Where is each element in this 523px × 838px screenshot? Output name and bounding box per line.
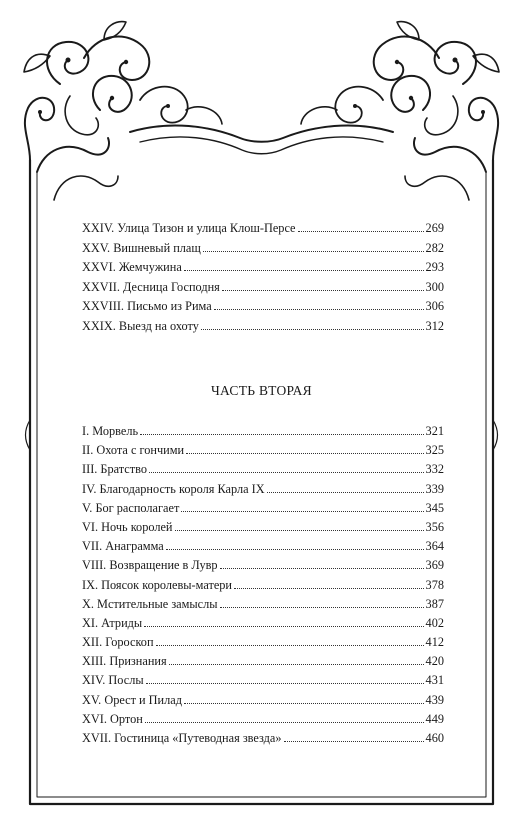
toc-entry-page: 356: [425, 519, 444, 534]
toc-entry-title: X. Мстительные замыслы: [82, 596, 218, 611]
toc-entry-title: IV. Благодарность короля Карла IX: [82, 481, 265, 496]
dot-leader: [220, 568, 424, 569]
dot-leader: [181, 511, 423, 512]
toc-entry[interactable]: [82, 652, 444, 671]
dot-leader: [203, 251, 424, 252]
toc-entry[interactable]: [82, 278, 444, 298]
toc-entry[interactable]: [82, 537, 444, 556]
toc-entry-page: 439: [425, 692, 444, 707]
toc-entry[interactable]: [82, 297, 444, 317]
dot-leader: [284, 741, 424, 742]
toc-entry[interactable]: [82, 633, 444, 652]
toc-entry[interactable]: [82, 480, 444, 499]
toc-entry-title: XXIX. Выезд на охоту: [82, 318, 199, 333]
toc-part-two: [82, 422, 444, 748]
toc-entry-title: VI. Ночь королей: [82, 519, 173, 534]
toc-entry-title: VII. Анаграмма: [82, 539, 164, 554]
toc-entry[interactable]: [82, 556, 444, 575]
toc-entry[interactable]: [82, 671, 444, 690]
toc-entry-page: 339: [425, 481, 444, 496]
toc-entry-title: XI. Атриды: [82, 615, 143, 630]
toc-entry-page: 325: [425, 443, 444, 458]
toc-entry-title: III. Братство: [82, 462, 148, 477]
toc-entry-title: V. Бог располагает: [82, 500, 180, 515]
toc-entry-page: 460: [425, 731, 444, 745]
dot-leader: [175, 530, 424, 531]
toc-entry[interactable]: [82, 239, 444, 259]
dot-leader: [169, 664, 424, 665]
toc-entry[interactable]: [82, 576, 444, 595]
toc-entry-page: 378: [425, 577, 444, 592]
toc-entry-page: 300: [425, 279, 444, 294]
toc-entry-title: VIII. Возвращение в Лувр: [82, 558, 218, 573]
dot-leader: [149, 472, 424, 473]
dot-leader: [201, 329, 424, 330]
toc-entry-title: XIII. Признания: [82, 654, 167, 669]
toc-entry-page: 431: [425, 673, 444, 688]
toc-entry[interactable]: [82, 518, 444, 537]
toc-entry[interactable]: [82, 691, 444, 710]
dot-leader: [145, 722, 424, 723]
dot-leader: [222, 290, 424, 291]
toc-entry-title: XXVII. Десница Господня: [82, 279, 220, 294]
dot-leader: [234, 588, 424, 589]
dot-leader: [186, 453, 423, 454]
toc-entry[interactable]: [82, 729, 444, 748]
toc-entry-page: 332: [425, 462, 444, 477]
toc-entry-title: XVII. Гостиница «Путеводная звезда»: [82, 731, 282, 745]
toc-entry[interactable]: [82, 441, 444, 460]
dot-leader: [220, 607, 424, 608]
part-two-heading: ЧАСТЬ ВТОРАЯ: [210, 383, 312, 398]
toc-entry-page: 269: [425, 221, 444, 235]
toc-entry[interactable]: [82, 258, 444, 278]
toc-entry-page: 412: [425, 635, 444, 650]
toc-entry[interactable]: [82, 499, 444, 518]
toc-entry[interactable]: [82, 317, 444, 337]
dot-leader: [144, 626, 423, 627]
toc-entry-page: 369: [425, 558, 444, 573]
toc-entry-page: 420: [425, 654, 444, 669]
toc-part-one: [82, 219, 444, 336]
toc-entry-title: II. Охота с гончими: [82, 443, 185, 458]
toc-entry-page: 387: [425, 596, 444, 611]
toc-entry-title: IX. Поясок королевы-матери: [82, 577, 233, 592]
dot-leader: [267, 492, 424, 493]
toc-entry-page: 306: [425, 299, 444, 313]
toc-entry-title: XXIV. Улица Тизон и улица Клош-Персе: [82, 221, 296, 235]
toc-entry-page: 449: [425, 711, 444, 726]
dot-leader: [298, 231, 424, 232]
toc-entry-page: 402: [425, 615, 444, 630]
toc-entry-page: 282: [425, 240, 444, 255]
dot-leader: [156, 645, 424, 646]
dot-leader: [146, 683, 424, 684]
dot-leader: [214, 309, 424, 310]
toc-entry-title: XXVIII. Письмо из Рима: [82, 299, 212, 313]
toc-entry-page: 345: [425, 500, 444, 515]
dot-leader: [184, 270, 424, 271]
toc-entry[interactable]: [82, 595, 444, 614]
dot-leader: [140, 434, 423, 435]
toc-entry[interactable]: [82, 219, 444, 239]
toc-entry-title: I. Морвель: [82, 424, 139, 438]
toc-entry[interactable]: [82, 614, 444, 633]
toc-entry-title: XXV. Вишневый плащ: [82, 240, 201, 255]
toc-entry-title: XXVI. Жемчужина: [82, 260, 182, 274]
toc-entry-page: 312: [425, 318, 444, 333]
toc-entry-title: XV. Орест и Пилад: [82, 692, 182, 707]
toc-entry-page: 293: [425, 260, 444, 274]
toc-entry-page: 321: [425, 424, 444, 438]
toc-entry[interactable]: [82, 710, 444, 729]
toc-entry-title: XVI. Ортон: [82, 711, 143, 726]
toc-entry-page: 364: [425, 539, 444, 554]
dot-leader: [166, 549, 424, 550]
dot-leader: [184, 703, 424, 704]
toc-entry-title: XIV. Послы: [82, 673, 144, 688]
toc-entry-title: XII. Гороскоп: [82, 635, 154, 650]
toc-entry[interactable]: [82, 422, 444, 441]
toc-entry[interactable]: [82, 460, 444, 479]
